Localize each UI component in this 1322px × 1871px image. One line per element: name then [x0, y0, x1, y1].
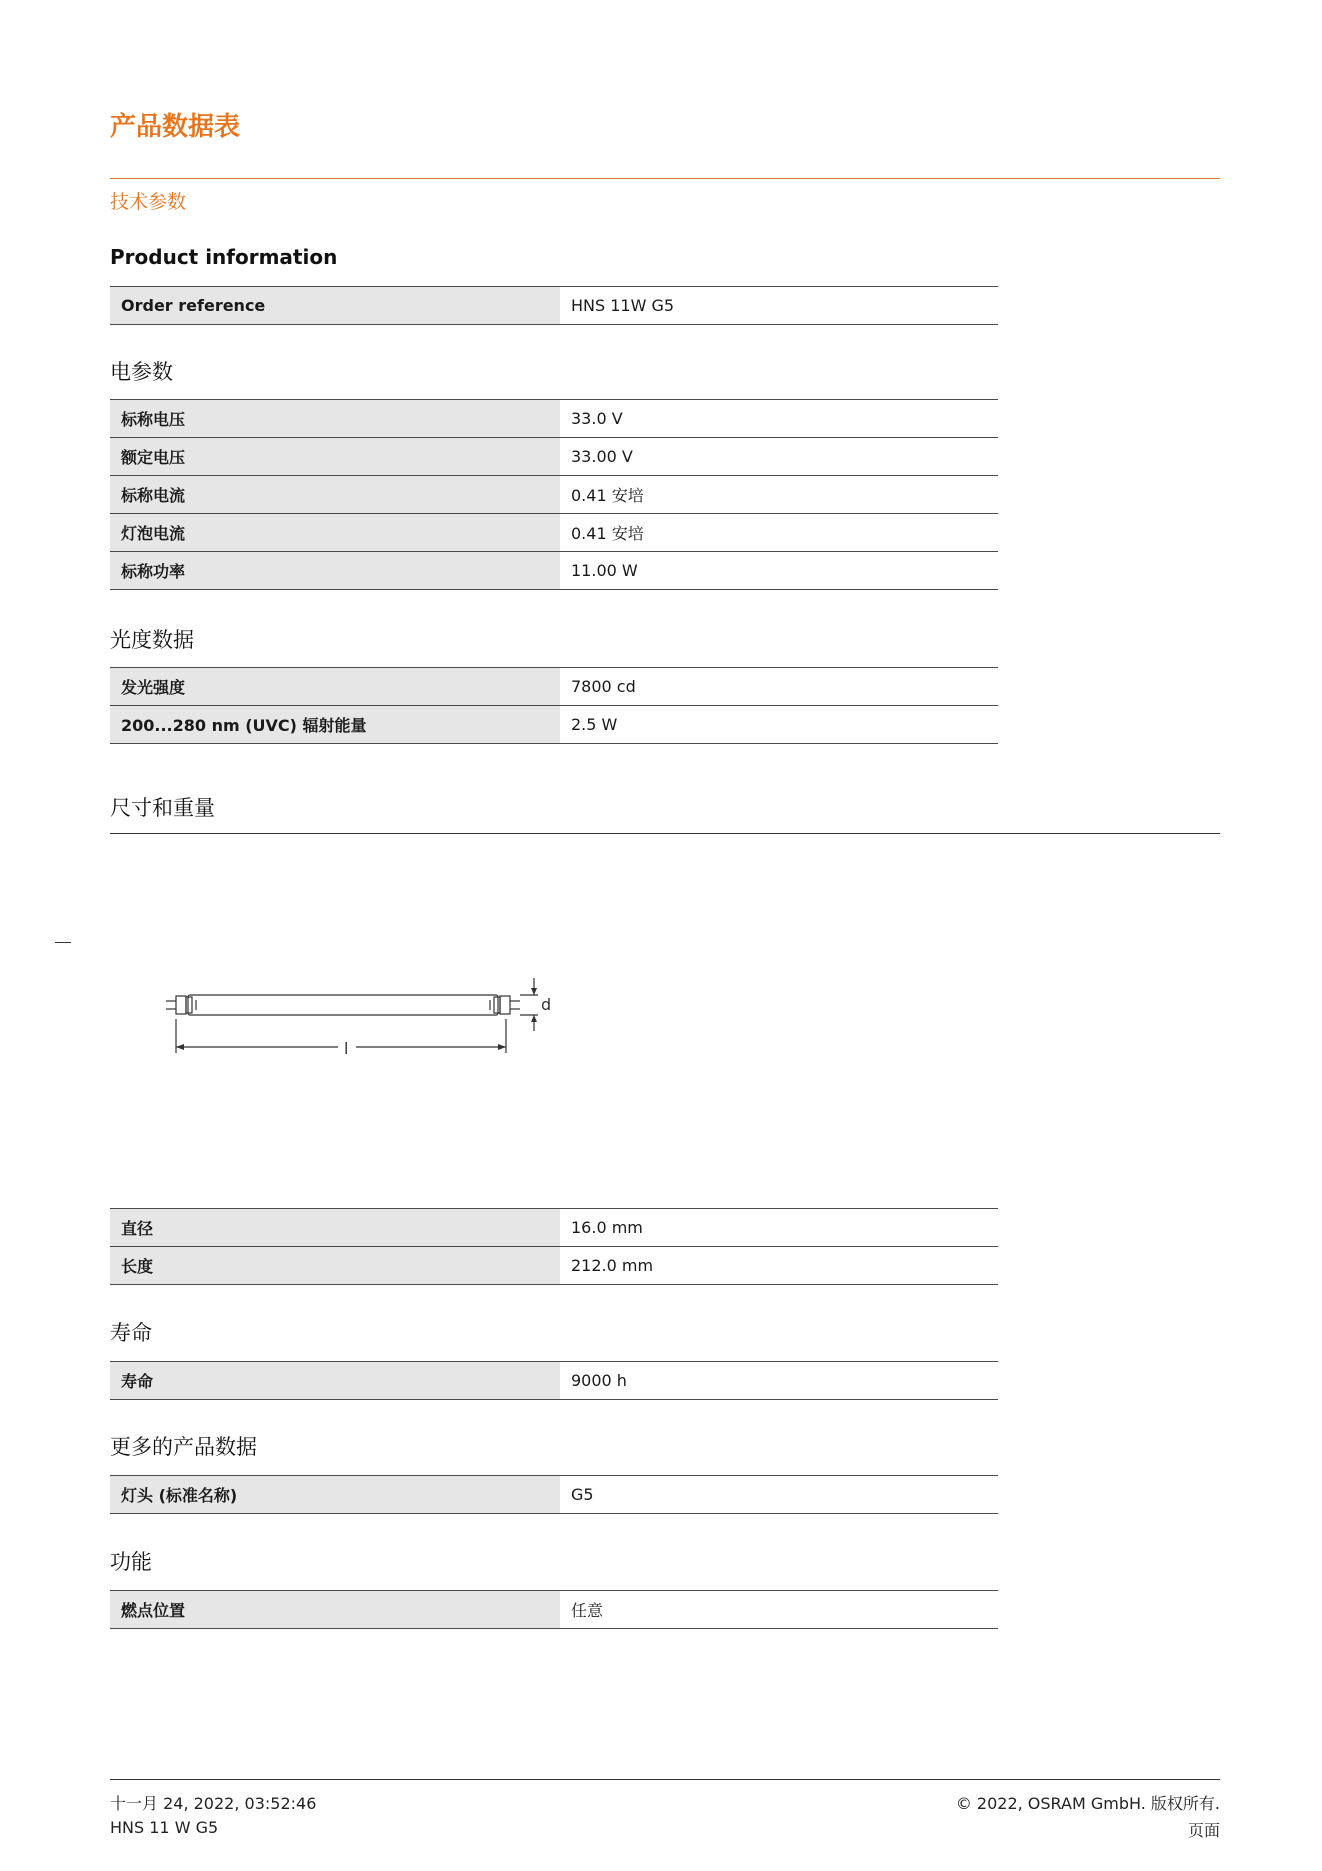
lifetime-table — [110, 1361, 998, 1400]
row-value: HNS 11W G5 — [560, 287, 998, 325]
row-label: 发光强度 — [110, 668, 560, 706]
table-row — [110, 438, 998, 476]
section-heading-lifetime: 寿命 — [110, 1321, 152, 1345]
footer-product: HNS 11 W G5 — [110, 1818, 219, 1837]
electrical-table — [110, 399, 998, 590]
row-value: 任意 — [560, 1591, 998, 1629]
footer-page: 页面 — [1187, 1821, 1220, 1840]
section-heading-function: 功能 — [110, 1550, 152, 1574]
length-label: l — [344, 1039, 349, 1058]
row-value: 33.00 V — [560, 438, 998, 476]
table-row — [110, 668, 998, 706]
table-row — [110, 1591, 998, 1629]
diameter-label: d — [541, 995, 552, 1014]
document-title: 产品数据表 — [110, 112, 241, 142]
row-label: 灯泡电流 — [110, 514, 560, 552]
table-row — [110, 1247, 998, 1285]
table-row — [110, 706, 998, 744]
row-label: 灯头 (标准名称) — [110, 1476, 560, 1514]
row-value: 0.41 安培 — [560, 514, 998, 552]
product-info-table — [110, 286, 998, 325]
row-label: 长度 — [110, 1247, 560, 1285]
function-table — [110, 1590, 998, 1629]
section-heading-photometric: 光度数据 — [110, 628, 194, 652]
row-label: 燃点位置 — [110, 1591, 560, 1629]
table-row — [110, 1209, 998, 1247]
row-value: 33.0 V — [560, 400, 998, 438]
footer-copyright: © 2022, OSRAM GmbH. 版权所有. — [955, 1794, 1220, 1813]
section-heading-dimensions: 尺寸和重量 — [110, 796, 215, 820]
row-value: G5 — [560, 1476, 998, 1514]
row-value: 9000 h — [560, 1362, 998, 1400]
margin-mark — [55, 942, 71, 943]
lamp-dimension-drawing — [160, 975, 560, 1075]
row-value: 7800 cd — [560, 668, 998, 706]
table-row — [110, 400, 998, 438]
dimensions-table — [110, 1208, 998, 1285]
row-label: 直径 — [110, 1209, 560, 1247]
section-heading-additional: 更多的产品数据 — [110, 1435, 257, 1459]
row-label: 标称功率 — [110, 552, 560, 590]
table-row — [110, 514, 998, 552]
dimensions-divider — [110, 833, 1220, 834]
row-value: 16.0 mm — [560, 1209, 998, 1247]
table-row — [110, 552, 998, 590]
document-subtitle: 技术参数 — [110, 191, 187, 213]
row-label: 标称电流 — [110, 476, 560, 514]
table-row — [110, 287, 998, 325]
header-divider — [110, 178, 1220, 179]
table-row — [110, 1362, 998, 1400]
table-row — [110, 476, 998, 514]
row-label: 200...280 nm (UVC) 辐射能量 — [110, 706, 560, 744]
row-value: 212.0 mm — [560, 1247, 998, 1285]
row-label: Order reference — [110, 287, 560, 325]
additional-table — [110, 1475, 998, 1514]
row-label: 寿命 — [110, 1362, 560, 1400]
row-value: 11.00 W — [560, 552, 998, 590]
footer-date: 十一月 24, 2022, 03:52:46 — [110, 1794, 317, 1813]
row-value: 0.41 安培 — [560, 476, 998, 514]
section-heading-electrical: 电参数 — [110, 360, 173, 384]
row-label: 额定电压 — [110, 438, 560, 476]
section-heading-product-info: Product information — [110, 245, 338, 269]
table-row — [110, 1476, 998, 1514]
footer-divider — [110, 1779, 1220, 1780]
photometric-table — [110, 667, 998, 744]
row-label: 标称电压 — [110, 400, 560, 438]
row-value: 2.5 W — [560, 706, 998, 744]
